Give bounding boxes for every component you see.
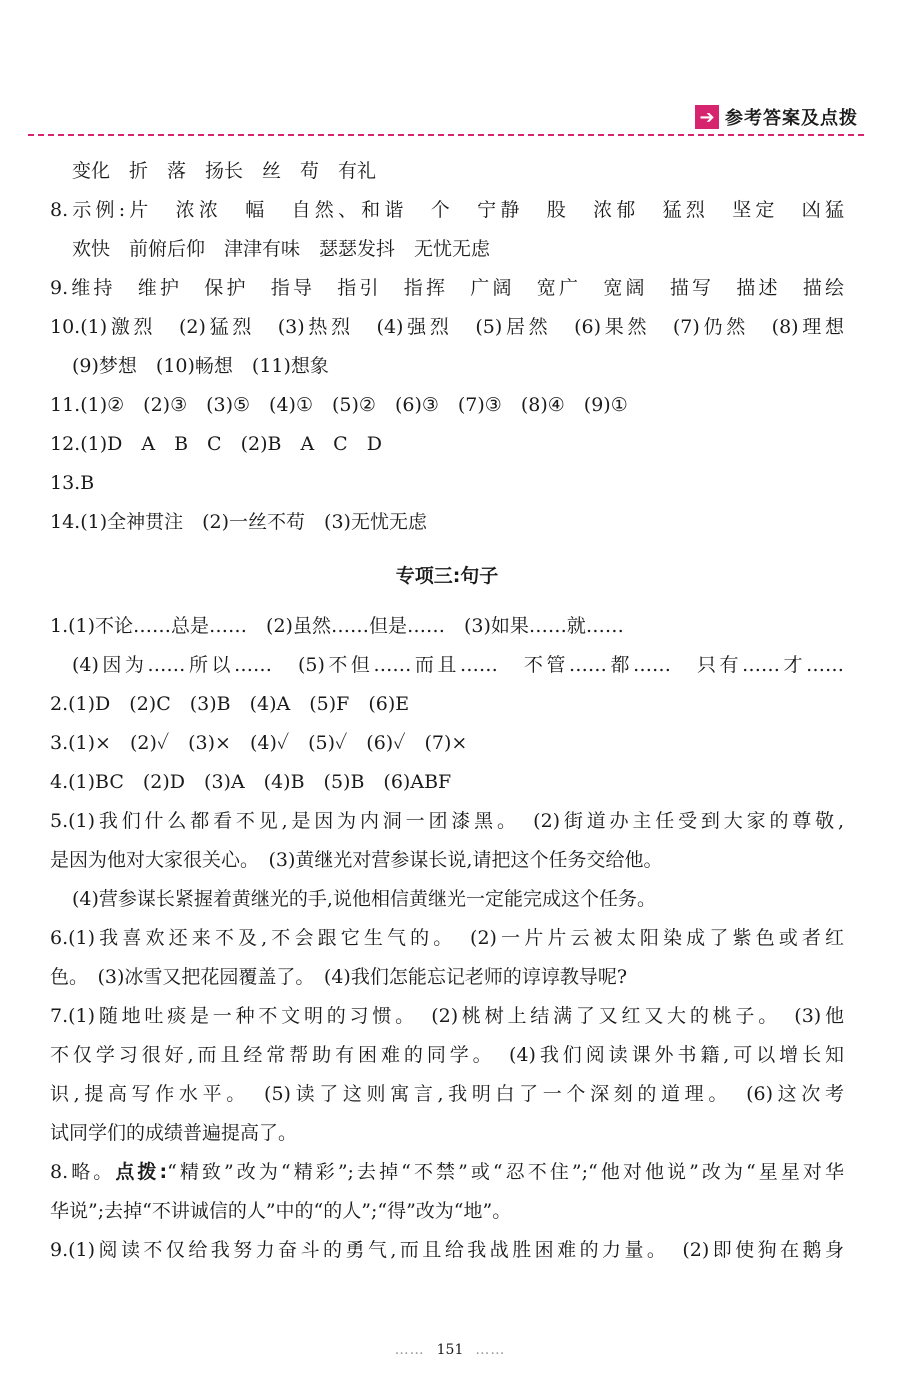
page-number-value: 151 (436, 1342, 464, 1358)
arrow-right-icon: ➔ (695, 105, 719, 129)
section-title: 专项三:句子 (395, 565, 499, 587)
text-line: 7.(1)随地吐痰是一种不文明的习惯。 (2)桃树上结满了又红又大的桃子。 (3)他 (50, 1005, 844, 1027)
text-line: 3.(1)× (2)✓ (3)× (4)✓ (5)✓ (6)✓ (7)× (50, 732, 468, 754)
text-line-tip (50, 1153, 844, 1192)
answer-prefix: 8.略。 (50, 1161, 116, 1183)
text-line: 13.B (50, 472, 95, 494)
page-number (0, 1342, 900, 1358)
header-title: 参考答案及点拨 (725, 108, 858, 129)
text-line: 识,提高写作水平。 (5)读了这则寓言,我明白了一个深刻的道理。 (6)这次考 (50, 1083, 844, 1105)
text-line: 14.(1)全神贯注 (2)一丝不苟 (3)无忧无虑 (50, 511, 427, 533)
text-line: 9.维持 维护 保护 指导 指引 指挥 广阔 宽广 宽阔 描写 描述 描绘 (50, 277, 844, 299)
text-line: 是因为他对大家很关心。 (3)黄继光对营参谋长说,请把这个任务交给他。 (50, 849, 663, 871)
text-line: 2.(1)D (2)C (3)B (4)A (5)F (6)E (50, 693, 410, 715)
text-line: 8.示例:片 浓浓 幅 自然、和谐 个 宁静 股 浓郁 猛烈 坚定 凶猛 (50, 199, 844, 221)
text-line: 色。 (3)冰雪又把花园覆盖了。 (4)我们怎能忘记老师的谆谆教导呢? (50, 966, 628, 988)
text-line: 9.(1)阅读不仅给我努力奋斗的勇气,而且给我战胜困难的力量。 (2)即使狗在鹅身 (50, 1239, 844, 1261)
text-line: 11.(1)② (2)③ (3)⑤ (4)① (5)② (6)③ (7)③ (8)④ (9)① (50, 394, 628, 416)
text-line: 变化 折 落 扬长 丝 苟 有礼 (72, 160, 377, 182)
answer-content (50, 152, 844, 1270)
text-line: 试同学们的成绩普遍提高了。 (50, 1122, 298, 1144)
text-line: (4)营参谋长紧握着黄继光的手,说他相信黄继光一定能完成这个任务。 (72, 888, 656, 910)
page-header (695, 104, 858, 130)
header-divider (28, 134, 864, 136)
text-line: 12.(1)D A B C (2)B A C D (50, 433, 382, 455)
page-dots-right: …… (475, 1342, 506, 1358)
tip-text: “精致”改为“精彩”;去掉“不禁”或“忍不住”;“他对他说”改为“星星对华 (167, 1161, 844, 1183)
text-line: 不仅学习很好,而且经常帮助有困难的同学。 (4)我们阅读课外书籍,可以增长知 (50, 1044, 844, 1066)
text-line: 5.(1)我们什么都看不见,是因为内洞一团漆黑。 (2)街道办主任受到大家的尊敬, (50, 810, 844, 832)
text-line: 4.(1)BC (2)D (3)A (4)B (5)B (6)ABF (50, 771, 452, 793)
text-line: 欢快 前俯后仰 津津有味 瑟瑟发抖 无忧无虑 (72, 238, 491, 260)
text-line: (4)因为……所以…… (5)不但……而且…… 不管……都…… 只有……才…… (72, 654, 844, 676)
text-line: 10.(1)激烈 (2)猛烈 (3)热烈 (4)强烈 (5)居然 (6)果然 (7)仍然 (8)理想 (50, 316, 844, 338)
text-line: 6.(1)我喜欢还来不及,不会跟它生气的。 (2)一片片云被太阳染成了紫色或者红 (50, 927, 844, 949)
text-line: 华说”;去掉“不讲诚信的人”中的“的人”;“得”改为“地”。 (50, 1200, 512, 1222)
tip-label: 点拨: (115, 1161, 168, 1183)
text-line: (9)梦想 (10)畅想 (11)想象 (72, 355, 329, 377)
page-dots-left: …… (394, 1342, 425, 1358)
text-line: 1.(1)不论……总是…… (2)虽然……但是…… (3)如果……就…… (50, 615, 624, 637)
